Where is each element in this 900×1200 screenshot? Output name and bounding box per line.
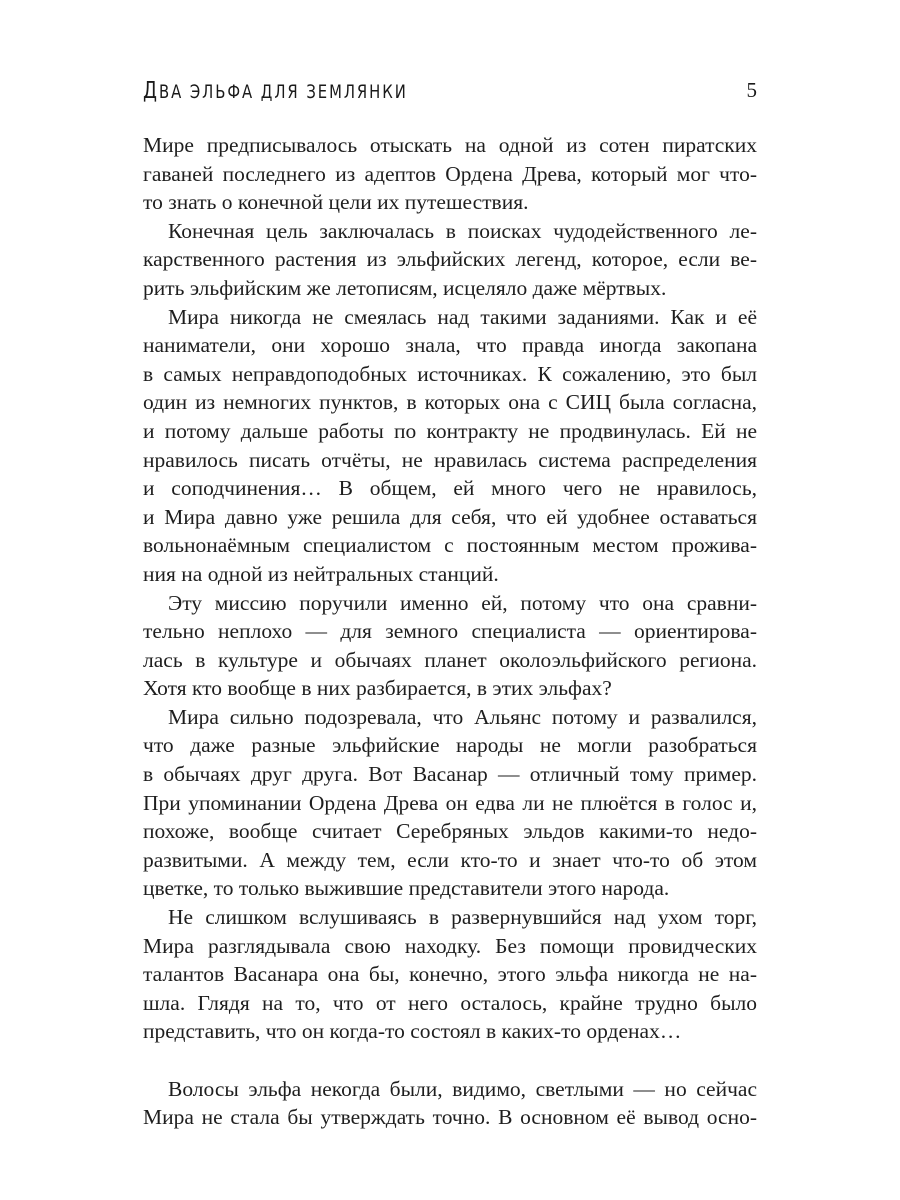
text-line: и соподчинения… В общем, ей много чего не нравилось, xyxy=(143,476,757,501)
text-line: вольнонаёмным специалистом с постоянным местом прожива- xyxy=(143,533,757,558)
paragraph xyxy=(143,903,757,1046)
title-rest: ВА ЭЛЬФА ДЛЯ ЗЕМЛЯНКИ xyxy=(158,81,408,103)
text-line: и Мира давно уже решила для себя, что ей удобнее оставаться xyxy=(143,504,757,529)
text-line: нравилось писать отчёты, не нравилась система распределения xyxy=(143,447,757,472)
paragraph xyxy=(143,703,757,903)
text-line: Мира никогда не смеялась над такими заданиями. Как и её xyxy=(168,304,757,329)
text-line: Мира разглядывала свою находку. Без помощи провидческих xyxy=(143,933,757,958)
text-line: При упоминании Ордена Древа он едва ли не плюётся в голос и, xyxy=(143,790,757,815)
text-line: тельно неплохо — для земного специалиста — ориентирова- xyxy=(143,619,757,644)
text-line: рить эльфийским же летописям, исцеляло даже мёртвых. xyxy=(143,275,667,300)
text-line: лась в культуре и обычаях планет околоэльфийского региона. xyxy=(143,647,757,672)
title-initial: Д xyxy=(143,78,159,104)
text-line: в самых неправдоподобных источниках. К сожалению, это был xyxy=(143,361,757,386)
text-line: представить, что он когда-то состоял в каких-то орденах… xyxy=(143,1019,682,1044)
text-line: Конечная цель заключалась в поисках чудодейственного ле- xyxy=(168,218,757,243)
paragraph xyxy=(143,217,757,303)
book-title xyxy=(143,78,408,104)
text-line: Мира сильно подозревала, что Альянс потому и развалился, xyxy=(168,704,757,729)
running-head xyxy=(143,78,757,108)
text-line: Мире предписывалось отыскать на одной из сотен пиратских xyxy=(143,133,757,157)
paragraph xyxy=(143,303,757,589)
text-line: и потому дальше работы по контракту не продвинулась. Ей не xyxy=(143,418,757,443)
text-line: Эту миссию поручили именно ей, потому что она сравни- xyxy=(168,590,757,615)
text-line: то знать о конечной цели их путешествия. xyxy=(143,190,529,215)
text-line: шла. Глядя на то, что от него осталось, крайне трудно было xyxy=(143,990,757,1015)
paragraph xyxy=(143,131,757,217)
text-line: Волосы эльфа некогда были, видимо, светлыми — но сейчас xyxy=(168,1076,757,1101)
paragraph xyxy=(143,1075,757,1132)
page-number: 5 xyxy=(746,78,757,102)
text-line: гаваней последнего из адептов Ордена Древа, который мог что- xyxy=(143,161,757,186)
text-line: талантов Васанара она бы, конечно, этого эльфа никогда не на- xyxy=(143,962,757,987)
text-line: Мира не стала бы утверждать точно. В основном её вывод осно- xyxy=(143,1105,757,1130)
paragraph xyxy=(143,589,757,703)
section-break xyxy=(143,1046,757,1075)
body-text xyxy=(143,131,757,1132)
text-line: развитыми. А между тем, если кто-то и знает что-то об этом xyxy=(143,847,757,872)
text-line: ния на одной из нейтральных станций. xyxy=(143,561,499,586)
text-line: Хотя кто вообще в них разбирается, в этих эльфах? xyxy=(143,676,612,701)
text-line: в обычаях друг друга. Вот Васанар — отличный тому пример. xyxy=(143,762,757,787)
text-line: похоже, вообще считает Серебряных эльдов какими-то недо- xyxy=(143,819,757,844)
text-line: карственного растения из эльфийских легенд, которое, если ве- xyxy=(143,247,757,272)
text-line: один из немногих пунктов, в которых она с СИЦ была согласна, xyxy=(143,390,757,415)
text-line: Не слишком вслушиваясь в развернувшийся над ухом торг, xyxy=(168,905,757,930)
text-line: цветке, то только выжившие представители этого народа. xyxy=(143,876,670,901)
text-line: что даже разные эльфийские народы не могли разобраться xyxy=(143,733,757,758)
text-line: наниматели, они хорошо знала, что правда иногда закопана xyxy=(143,333,757,358)
book-page xyxy=(143,0,757,1200)
